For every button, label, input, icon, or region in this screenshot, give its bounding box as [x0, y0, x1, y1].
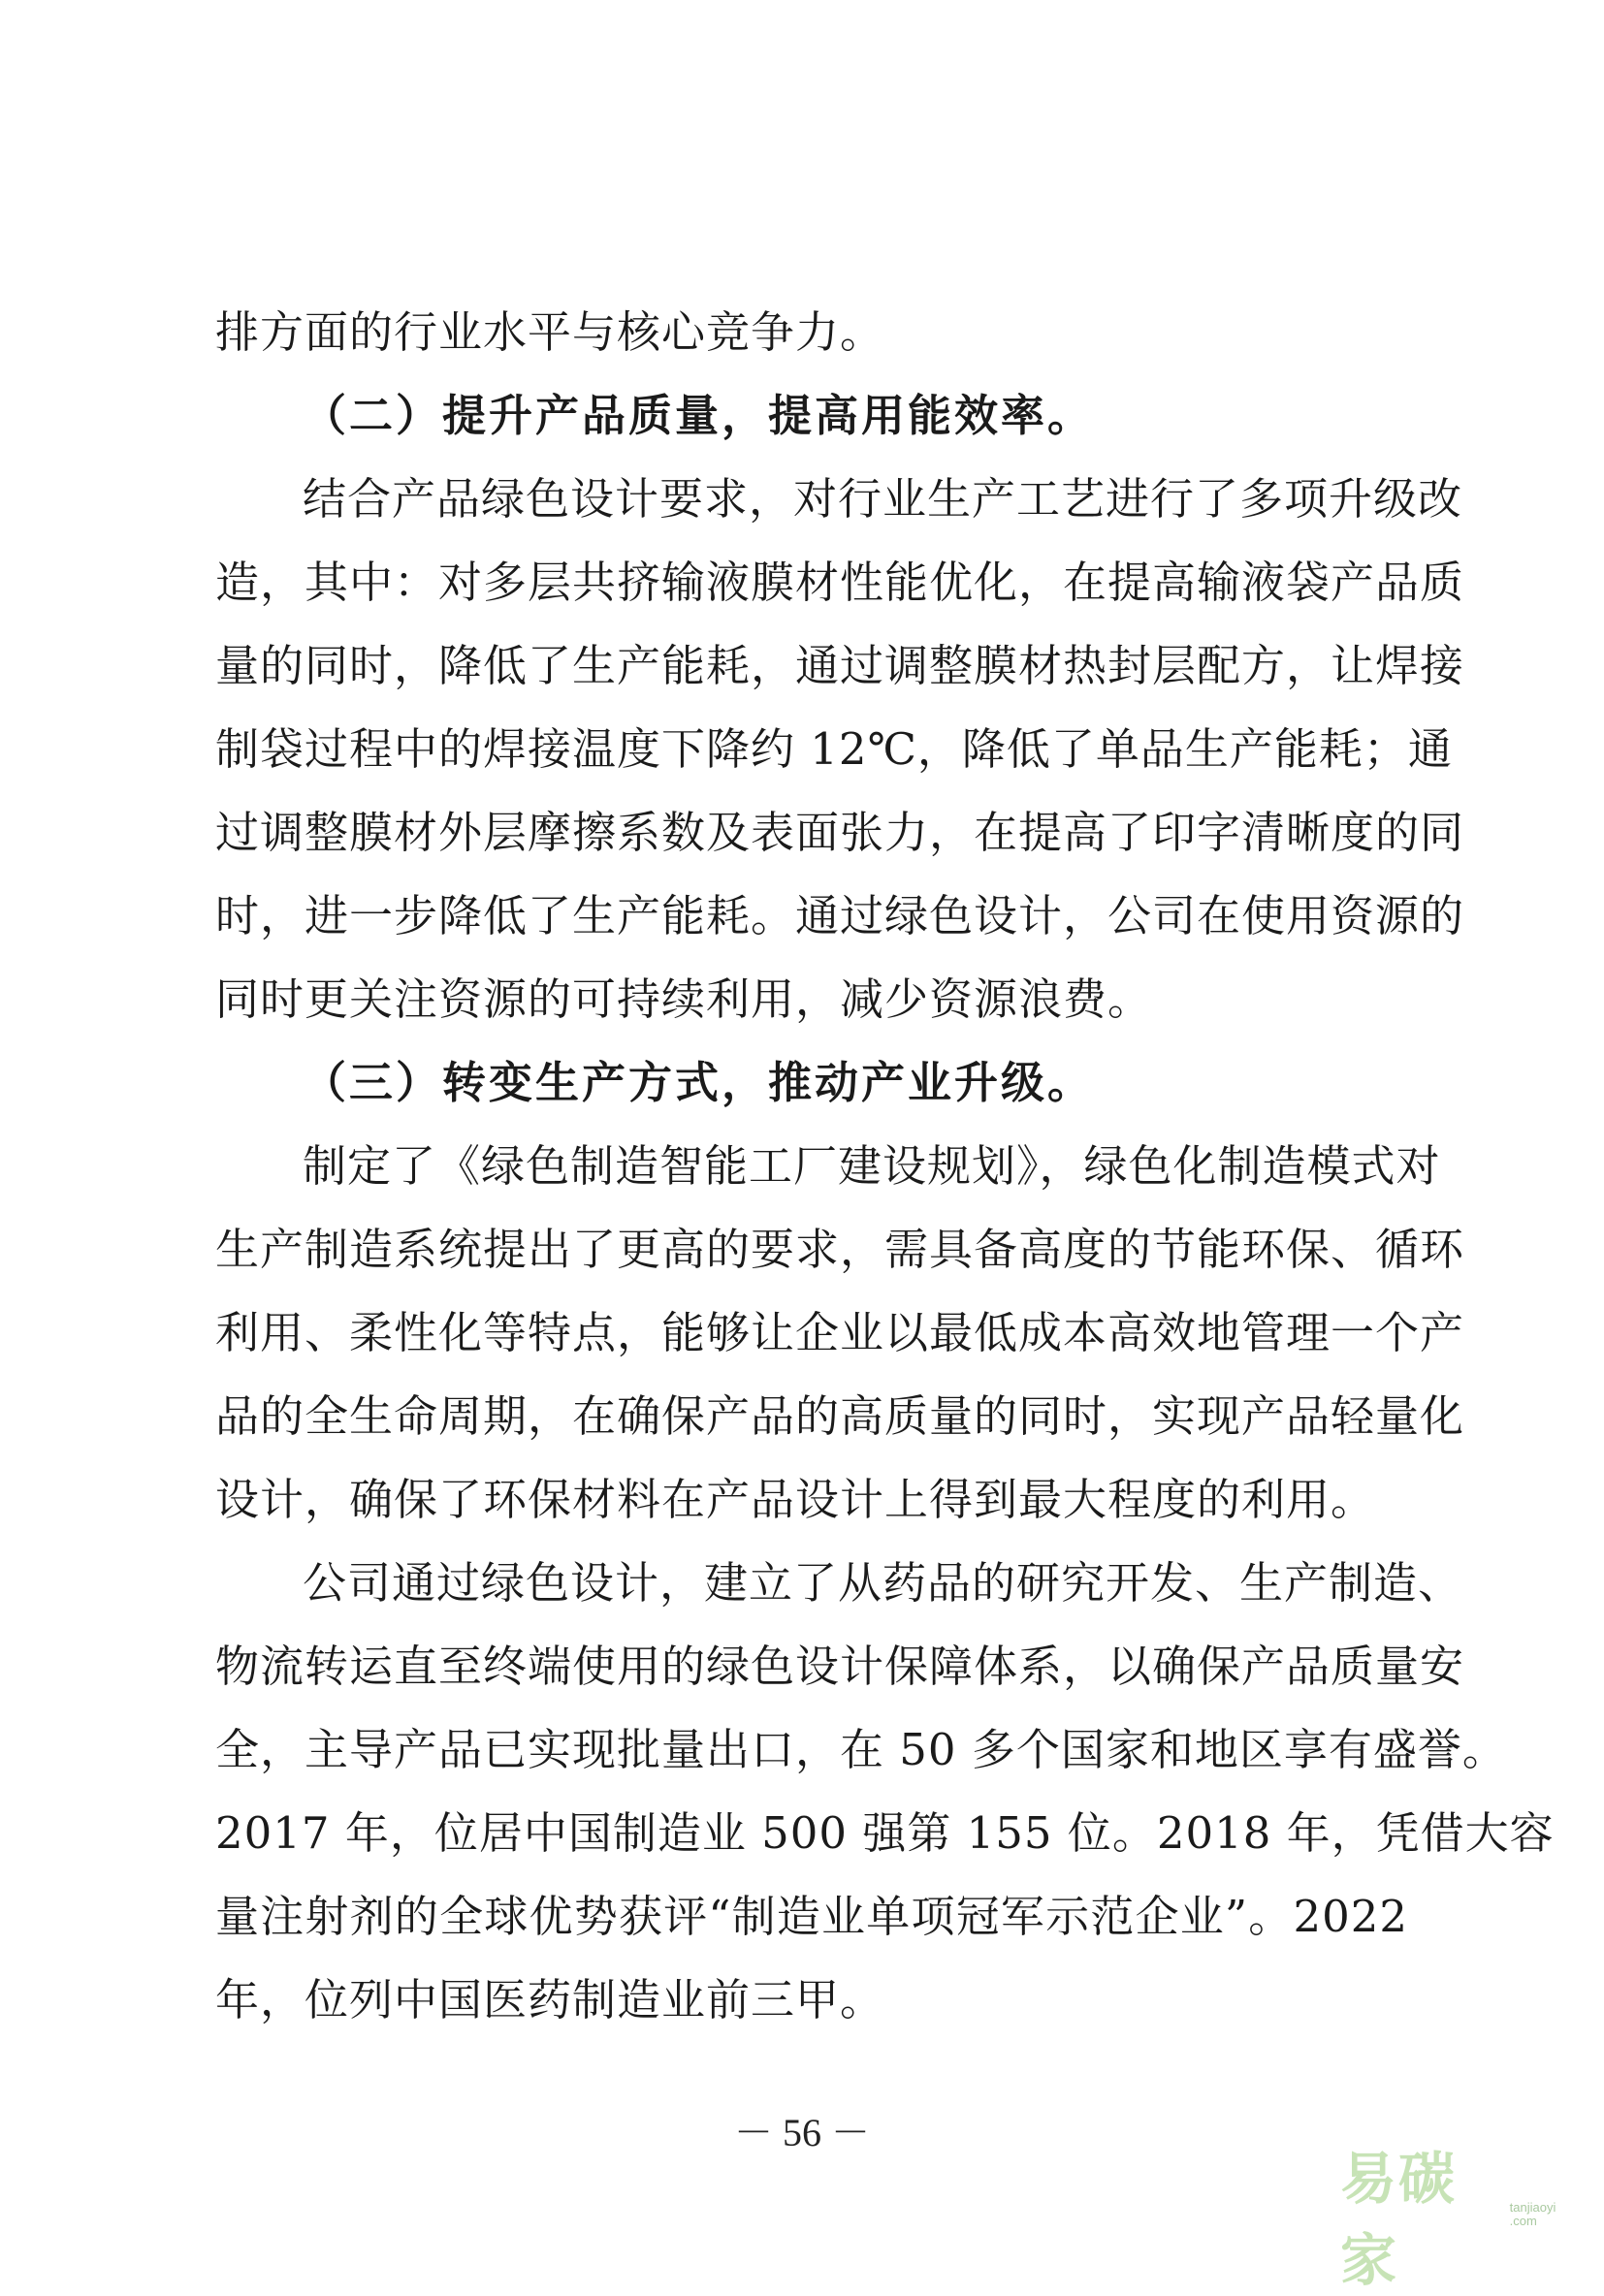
paragraph-line: 时，进一步降低了生产能耗。通过绿色设计，公司在使用资源的 — [215, 890, 1465, 941]
paragraph-line: 制定了《绿色制造智能工厂建设规划》，绿色化制造模式对 — [303, 1140, 1441, 1192]
document-body — [215, 291, 1555, 2042]
paragraph-line: 利用、柔性化等特点，能够让企业以最低成本高效地管理一个产 — [215, 1307, 1465, 1358]
page-number: － 56 － — [734, 2111, 870, 2154]
paragraph-line: 物流转运直至终端使用的绿色设计保障体系，以确保产品质量安 — [215, 1641, 1465, 1692]
paragraph-line: 2017 年，位居中国制造业 500 强第 155 位。2018 年，凭借大容 — [215, 1807, 1555, 1859]
watermark-subtext: tanjiaoyi .com — [1509, 2200, 1556, 2228]
paragraph-line: 量注射剂的全球优势获评“制造业单项冠军示范企业”。2022 — [215, 1891, 1408, 1942]
watermark-text: 易碳家 — [1340, 2146, 1458, 2293]
paragraph-line: 量的同时，降低了生产能耗，通过调整膜材热封层配方，让焊接 — [215, 640, 1465, 691]
paragraph-line: 公司通过绿色设计，建立了从药品的研究开发、生产制造、 — [303, 1557, 1463, 1609]
paragraph-line: 同时更关注资源的可持续利用，减少资源浪费。 — [215, 973, 1153, 1025]
paragraph-line: 年，位列中国医药制造业前三甲。 — [215, 1974, 885, 2025]
paragraph-2 — [215, 458, 1465, 1041]
paragraph-line: 排方面的行业水平与核心竞争力。 — [215, 306, 885, 358]
paragraph-line: 制袋过程中的焊接温度下降约 12℃，降低了单品生产能耗；通 — [215, 723, 1453, 775]
paragraph-line: 结合产品绿色设计要求，对行业生产工艺进行了多项升级改 — [303, 473, 1463, 525]
section-heading-2: （二）提升产品质量，提高用能效率。 — [303, 390, 1095, 441]
paragraph-line: 设计，确保了环保材料在产品设计上得到最大程度的利用。 — [215, 1474, 1376, 1525]
section-heading-3: （三）转变生产方式，推动产业升级。 — [303, 1057, 1095, 1108]
paragraph-line: 全，主导产品已实现批量出口，在 50 多个国家和地区享有盛誉。 — [215, 1724, 1507, 1775]
paragraph-line: 生产制造系统提出了更高的要求，需具备高度的节能环保、循环 — [215, 1224, 1465, 1275]
paragraph-line: 过调整膜材外层摩擦系数及表面张力，在提高了印字清晰度的同 — [215, 807, 1465, 858]
paragraph-line: 品的全生命周期，在确保产品的高质量的同时，实现产品轻量化 — [215, 1390, 1465, 1442]
paragraph-line: 造，其中：对多层共挤输液膜材性能优化，在提高输液袋产品质 — [215, 557, 1465, 608]
paragraph-4 — [215, 1542, 1555, 2042]
paragraph-3 — [215, 1125, 1465, 1542]
watermark-logo — [1340, 2146, 1583, 2293]
